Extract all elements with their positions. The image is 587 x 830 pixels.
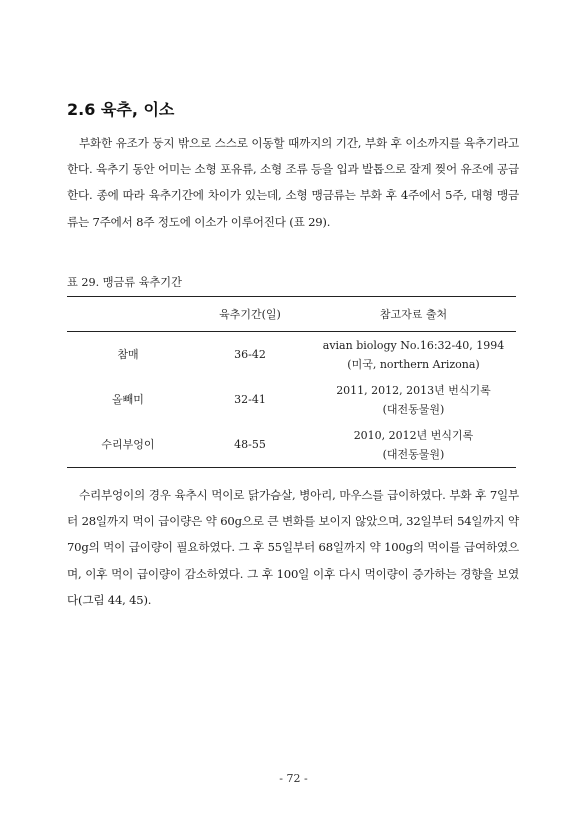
source-line-2: (미국, northern Arizona) xyxy=(347,357,480,371)
table-row xyxy=(67,422,516,468)
cell-species: 수리부엉이 xyxy=(67,422,189,468)
page-number: - 72 - xyxy=(279,772,308,785)
cell-species: 참매 xyxy=(117,348,139,361)
paragraph-eagle-owl-feeding: 수리부엉이의 경우 육추시 먹이로 닭가슴살, 병아리, 마우스를 급이하였다. 부화 후 7일부터 28일까지 먹이 급이량은 약 60g으로 큰 변화를 보이지 않았으며, 32일부터 54일까지 약 70g의 먹이 급이량이 필요하였다. 그 후 55일부터 68일까지 약 100g의 먹이를 급여하였으며, 이후 먹이 급이량이 감소하였다. 그 후 100일 이후 다시 먹이량이 증가하는 경향을 보였다(그림 44, 45). xyxy=(67,488,519,607)
table-header-row xyxy=(67,297,516,332)
cell-period: 36-42 xyxy=(234,348,266,361)
header-species xyxy=(67,297,189,332)
section-heading: 2.6 육추, 이소 xyxy=(67,100,175,119)
cell-source xyxy=(311,377,516,422)
table-row xyxy=(67,332,516,378)
source-line-2: (대전동물원) xyxy=(382,402,445,416)
fledging-period-table xyxy=(67,296,516,468)
table-caption: 표 29. 맹금류 육추기간 xyxy=(67,276,182,289)
header-period: 육추기간(일) xyxy=(189,297,311,332)
cell-species: 올빼미 xyxy=(112,393,144,406)
cell-period: 48-55 xyxy=(189,422,311,468)
source-line-1: avian biology No.16:32-40, 1994 xyxy=(322,338,505,352)
source-line-2: (대전동물원) xyxy=(382,447,445,461)
paragraph-fledging-period: 부화한 유조가 둥지 밖으로 스스로 이동할 때까지의 기간, 부화 후 이소까지를 육추기라고 한다. 육추기 동안 어미는 소형 포유류, 소형 조류 등을 입과 발톱으로 잘게 찢어 유조에 공급한다. 종에 따라 육추기간에 차이가 있는데, 소형 맹금류는 부화 후 4주에서 5주, 대형 맹금류는 7주에서 8주 정도에 이소가 이루어진다 (표 29). xyxy=(67,136,519,229)
source-line-1: 2011, 2012, 2013년 번식기록 xyxy=(336,383,491,397)
cell-source xyxy=(311,422,516,468)
table-row xyxy=(67,377,516,422)
cell-period: 32-41 xyxy=(234,393,266,406)
cell-source xyxy=(311,332,516,378)
header-source: 참고자료 출처 xyxy=(311,297,516,332)
source-line-1: 2010, 2012년 번식기록 xyxy=(353,428,474,442)
